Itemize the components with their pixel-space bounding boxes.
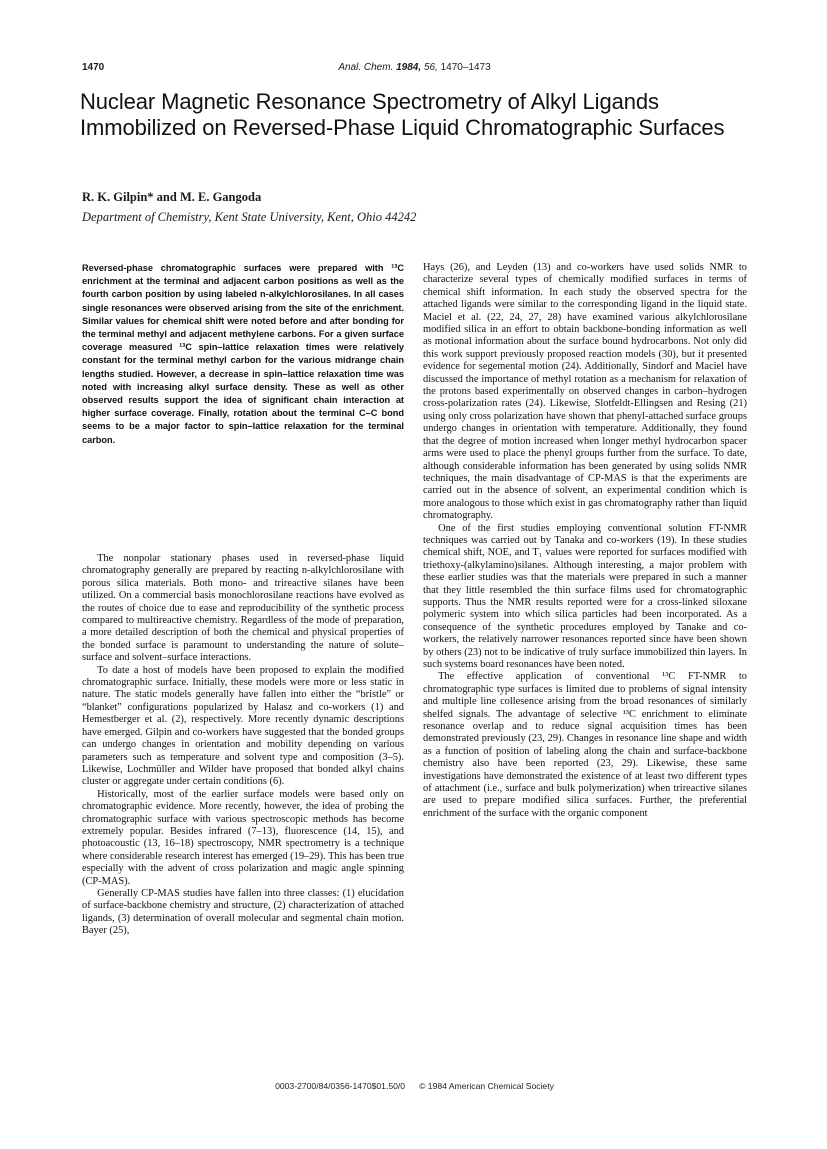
footer-copyright: © 1984 American Chemical Society [419, 1081, 554, 1091]
affiliation: Department of Chemistry, Kent State University, Kent, Ohio 44242 [82, 210, 417, 224]
body-paragraph: Generally CP-MAS studies have fallen into three classes: (1) elucidation of surface-backbone chemistry and structure, (2) characterization of attached ligands, (3) determination of overall molecular and segmental chain motion. Bayer (25), [82, 887, 404, 937]
body-paragraph: The effective application of conventional ¹³C FT-NMR to chromatographic type surfaces is limited due to problems of signal intensity and multiple line collesence arising from the broad resonances of similarly shelfed signals. The advantage of selective ¹³C enrichment to eliminate resonance overlap and to reduce signal acquisition times has been demonstrated previously (23, 29). Changes in resonance line shape and width as a function of position of labeling along the chain and surface-backbone chemistry also have been reported (23, 29). Likewise, these same investigations have demonstrated the existence of at least two different types of attachment (i.e., surface and bulk polymerization) when trireactive silanes are used to prepare modified silica surfaces. Further, the preferential enrichment of the surface with the organic component [423, 671, 747, 819]
page-footer [82, 1081, 747, 1091]
body-paragraph: Historically, most of the earlier surface models were based only on chromatographic evidence. More recently, however, the idea of probing the chromatographic surface with various spectroscopic methods has become extremely popular. Besides infrared (7–13), fluorescence (14, 15), and photoacoustic (13, 16–18) spectroscopy, NMR spectrometry is a technique where considerable research interest has emerged (19–29). This has been true especially with the advent of cross polarization and magic angle spinning (CP-MAS). [82, 788, 404, 887]
article-title: Nuclear Magnetic Resonance Spectrometry of Alkyl Ligands Immobilized on Reversed-Phase Liquid Chromatographic Surfaces [80, 89, 725, 140]
running-head [82, 62, 747, 76]
body-paragraph: To date a host of models have been proposed to explain the modified chromatographic surface. Initially, these models were more or less static in nature. The static models generally have fallen into either the “bristle” or “blanket” configurations popularized by Halasz and co-workers (1) and Hemestberger et al. (2), respectively. More recently dynamic descriptions have emerged. Gilpin and co-workers have suggested that the bonded groups can undergo changes in orientation and mobility depending on various parameters such as temperature and solvent type and composition (3–5). Likewise, Lochmüller and Wilder have proposed that bonded alkyl chains cluster or aggregate under certain conditions (6). [82, 664, 404, 788]
authors: R. K. Gilpin* and M. E. Gangoda [82, 190, 262, 204]
body-paragraph: One of the first studies employing conventional solution FT-NMR techniques was carried out by Tanaka and co-workers (19). In these studies chemical shift, NOE, and T₁ values were reported for surfaces modified with triethoxy-(alkylamino)silanes. Although interesting, a major problem with these earlier studies was that the materials were prepared in such a manner that they little resembled the thin surface films used for chromatographic supports. Thus the NMR results reported were for a cross-linked siloxane polymeric system into which silica particles had been incorporated. As a consequence of the synthetic procedures employed by Tanake and co-workers, the relatively narrower resonances reported since have been shown by others (23) not to be indicative of truly surface immobilized thin layers. In such systems board resonances have been noted. [423, 522, 747, 670]
page-number: 1470 [82, 62, 105, 73]
journal-volume: 56, [423, 62, 438, 73]
body-paragraph: Hays (26), and Leyden (13) and co-workers have used solids NMR to characterize several types of chemically modified surfaces in terms of chemical shift information. In each study the observed spectra for the attached ligands were similar to the corresponding ligand in the liquid state. Maciel et al. (22, 24, 27, 28) have examined various alkylchlorosilane modified silica in an effort to obtain backbone-bonding information as well as motional information about the surface bound hydrocarbons. Not only did this work support previously proposed reaction models (30), but it presented evidence for segemental motion (24). Additionally, Sindorf and Maciel have discussed the importance of methyl rotation as a mechanism for relaxation of the protons based experimentally on observed changes in carbon–hydrogen cross-polarization rates (24). Likewise, Slotfeldt-Ellingsen and Resing (21) using only cross polarization have shown that phenyl-attached surface groups undergo changes in orientation with temperature. Additionally, they found that the degree of motion increased when longer methyl hydrocarbon spacer arms were used to place the phenyl groups further from the surface. To date, although considerable information has been generated by using solids NMR techniques, the main disadvantage of CP-MAS is that the experiments are carried out in the absence of solvent, an experimental condition which is more analogous to those which exist in gas chromatography rather than liquid chromatography. [423, 262, 747, 522]
body-left-column [82, 553, 404, 938]
abstract: Reversed-phase chromatographic surfaces were prepared with ¹³C enrichment at the terminal and adjacent carbon positions as well as the fourth carbon position by using labeled n-alkylchlorosilanes. In all cases single resonances were observed arising from the site of the enrichment. Similar values for chemical shift were noted before and after bonding for the terminal methyl and adjacent methylene carbons. For a given surface coverage measured ¹³C spin–lattice relaxation times were relatively constant for the terminal methyl carbon for the various midrange chain lengths studied. However, a decrease in spin–lattice relaxation time was noted with increasing alkyl surface density. These as well as other observed results support the idea of significant chain interaction at higher surface coverage. Finally, rotation about the terminal C–C bond seems to be a major factor to spin–lattice relaxation for the terminal carbon. [82, 263, 404, 445]
journal-name: Anal. Chem. [338, 62, 394, 73]
footer-code: 0003-2700/84/0356-1470$01.50/0 [275, 1081, 406, 1091]
body-paragraph: The nonpolar stationary phases used in reversed-phase liquid chromatography generally are prepared by reacting n-alkylchlorosilane with porous silica materials. Both mono- and trireactive silanes have been utilized. On a commercial basis monochlorosilane reactions have evolved as the routes of choice due to ease and reproducibility of the synthetic process compared to multireactive chemistry. Regardless of the mode of preparation, a more detailed description of both the chemical and physical properties of the bonded surface is paramount to understanding the nature of solute–surface and solvent–surface interactions. [82, 553, 404, 664]
journal-year: 1984, [396, 62, 422, 73]
body-right-column [423, 262, 747, 820]
journal-pages: 1470–1473 [440, 62, 491, 73]
journal-citation [82, 62, 747, 73]
